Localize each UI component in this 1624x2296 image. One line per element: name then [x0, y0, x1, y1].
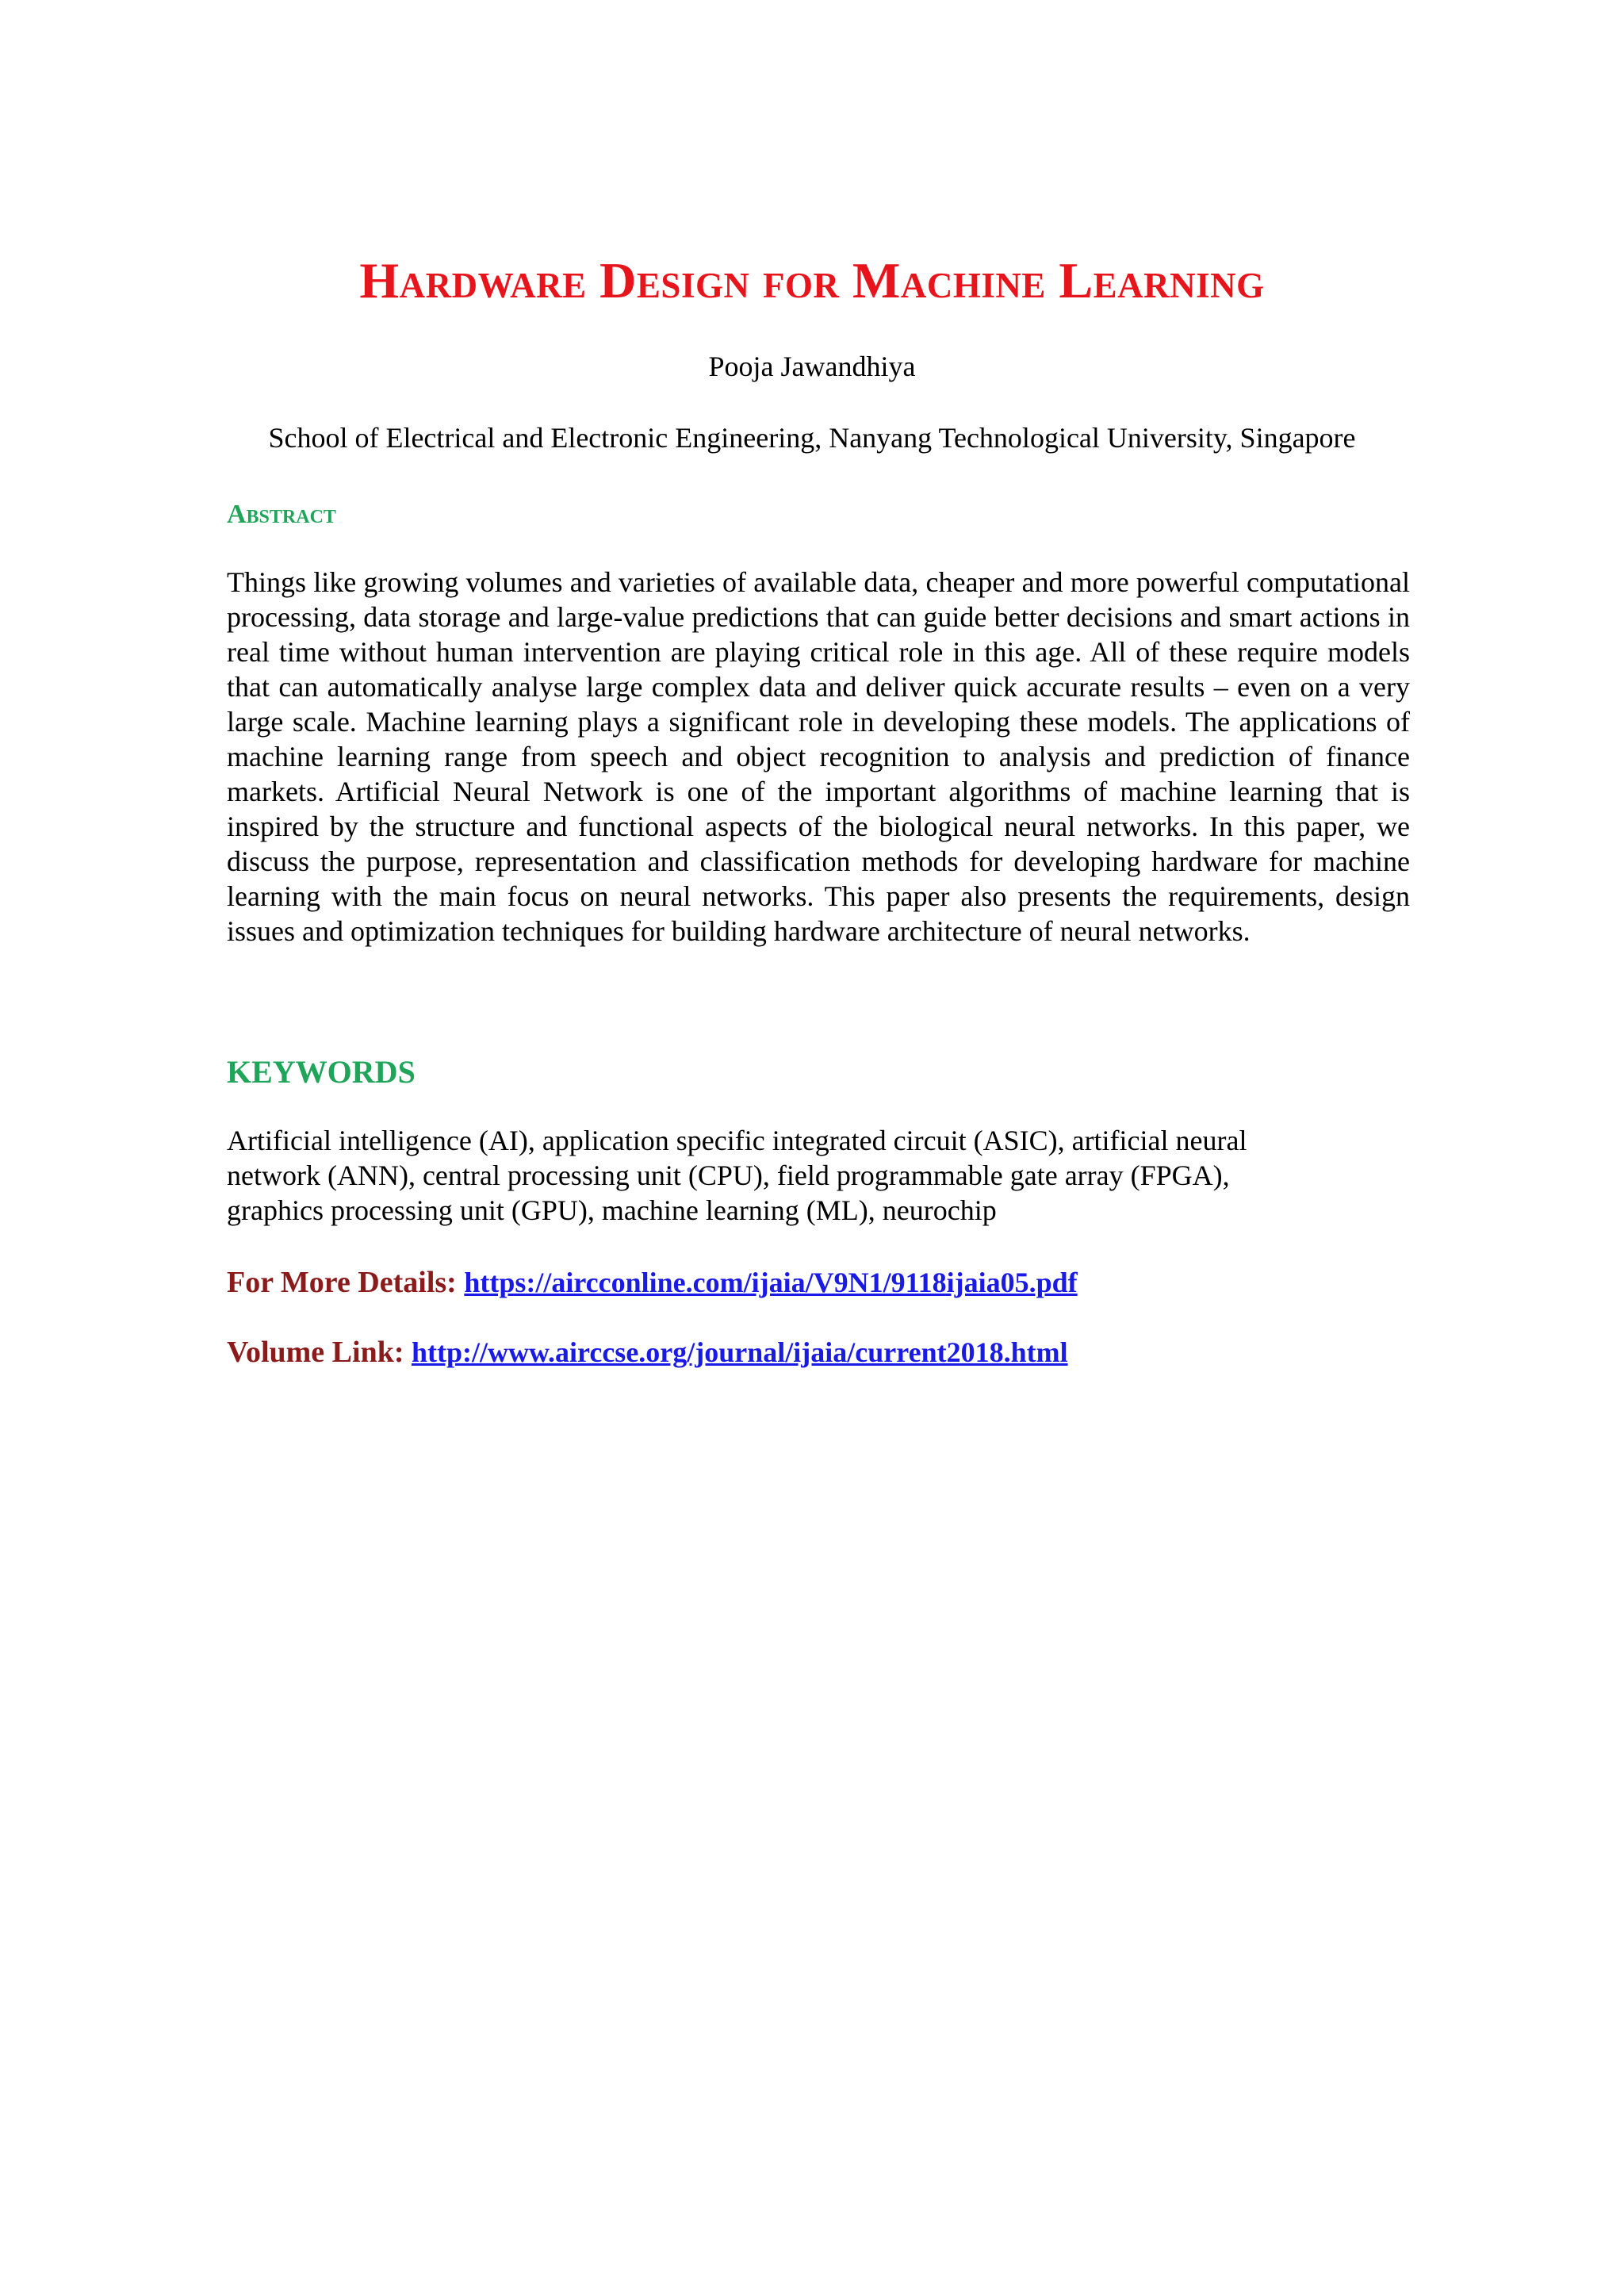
keywords-line: Artificial intelligence (AI), application specific integrated circuit (ASIC), artificial neural [227, 1125, 1247, 1156]
more-details-row [227, 1264, 1410, 1301]
more-details-label: For More Details: [227, 1266, 457, 1299]
author-affiliation: School of Electrical and Electronic Engineering, Nanyang Technological University, Singapore [268, 422, 1356, 454]
keywords-text [227, 1123, 1410, 1228]
volume-link-label: Volume Link: [227, 1336, 404, 1369]
author-name: Pooja Jawandhiya [708, 351, 916, 382]
abstract-text: Things like growing volumes and varieties of available data, cheaper and more powerful computational processing, data storage and large-value predictions that can guide better decisions and smart actions in real time without human intervention are playing critical role in this age. All of these require models that can automatically analyse large complex data and deliver quick accurate results – even on a very large scale. Machine learning plays a significant role in developing these models. The applications of machine learning range from speech and object recognition to analysis and prediction of finance markets. Artificial Neural Network is one of the important algorithms of machine learning that is inspired by the structure and functional aspects of the biological neural networks. In this paper, we discuss the purpose, representation and classification methods for developing hardware for machine learning with the main focus on neural networks. This paper also presents the requirements, design issues and optimization techniques for building hardware architecture of neural networks. [227, 566, 1410, 947]
keywords-line: network (ANN), central processing unit (CPU), field programmable gate array (FPGA), [227, 1159, 1230, 1191]
paper-title: Hardware Design for Machine Learning [359, 252, 1265, 309]
more-details-link[interactable]: https://aircconline.com/ijaia/V9N1/9118ijaia05.pdf [464, 1267, 1078, 1298]
keywords-line: graphics processing unit (GPU), machine learning (ML), neurochip [227, 1194, 997, 1226]
abstract-heading: Abstract [227, 500, 336, 529]
keywords-heading: KEYWORDS [227, 1054, 416, 1090]
volume-link-row [227, 1334, 1410, 1370]
volume-link[interactable]: http://www.airccse.org/journal/ijaia/current2018.html [412, 1336, 1068, 1368]
